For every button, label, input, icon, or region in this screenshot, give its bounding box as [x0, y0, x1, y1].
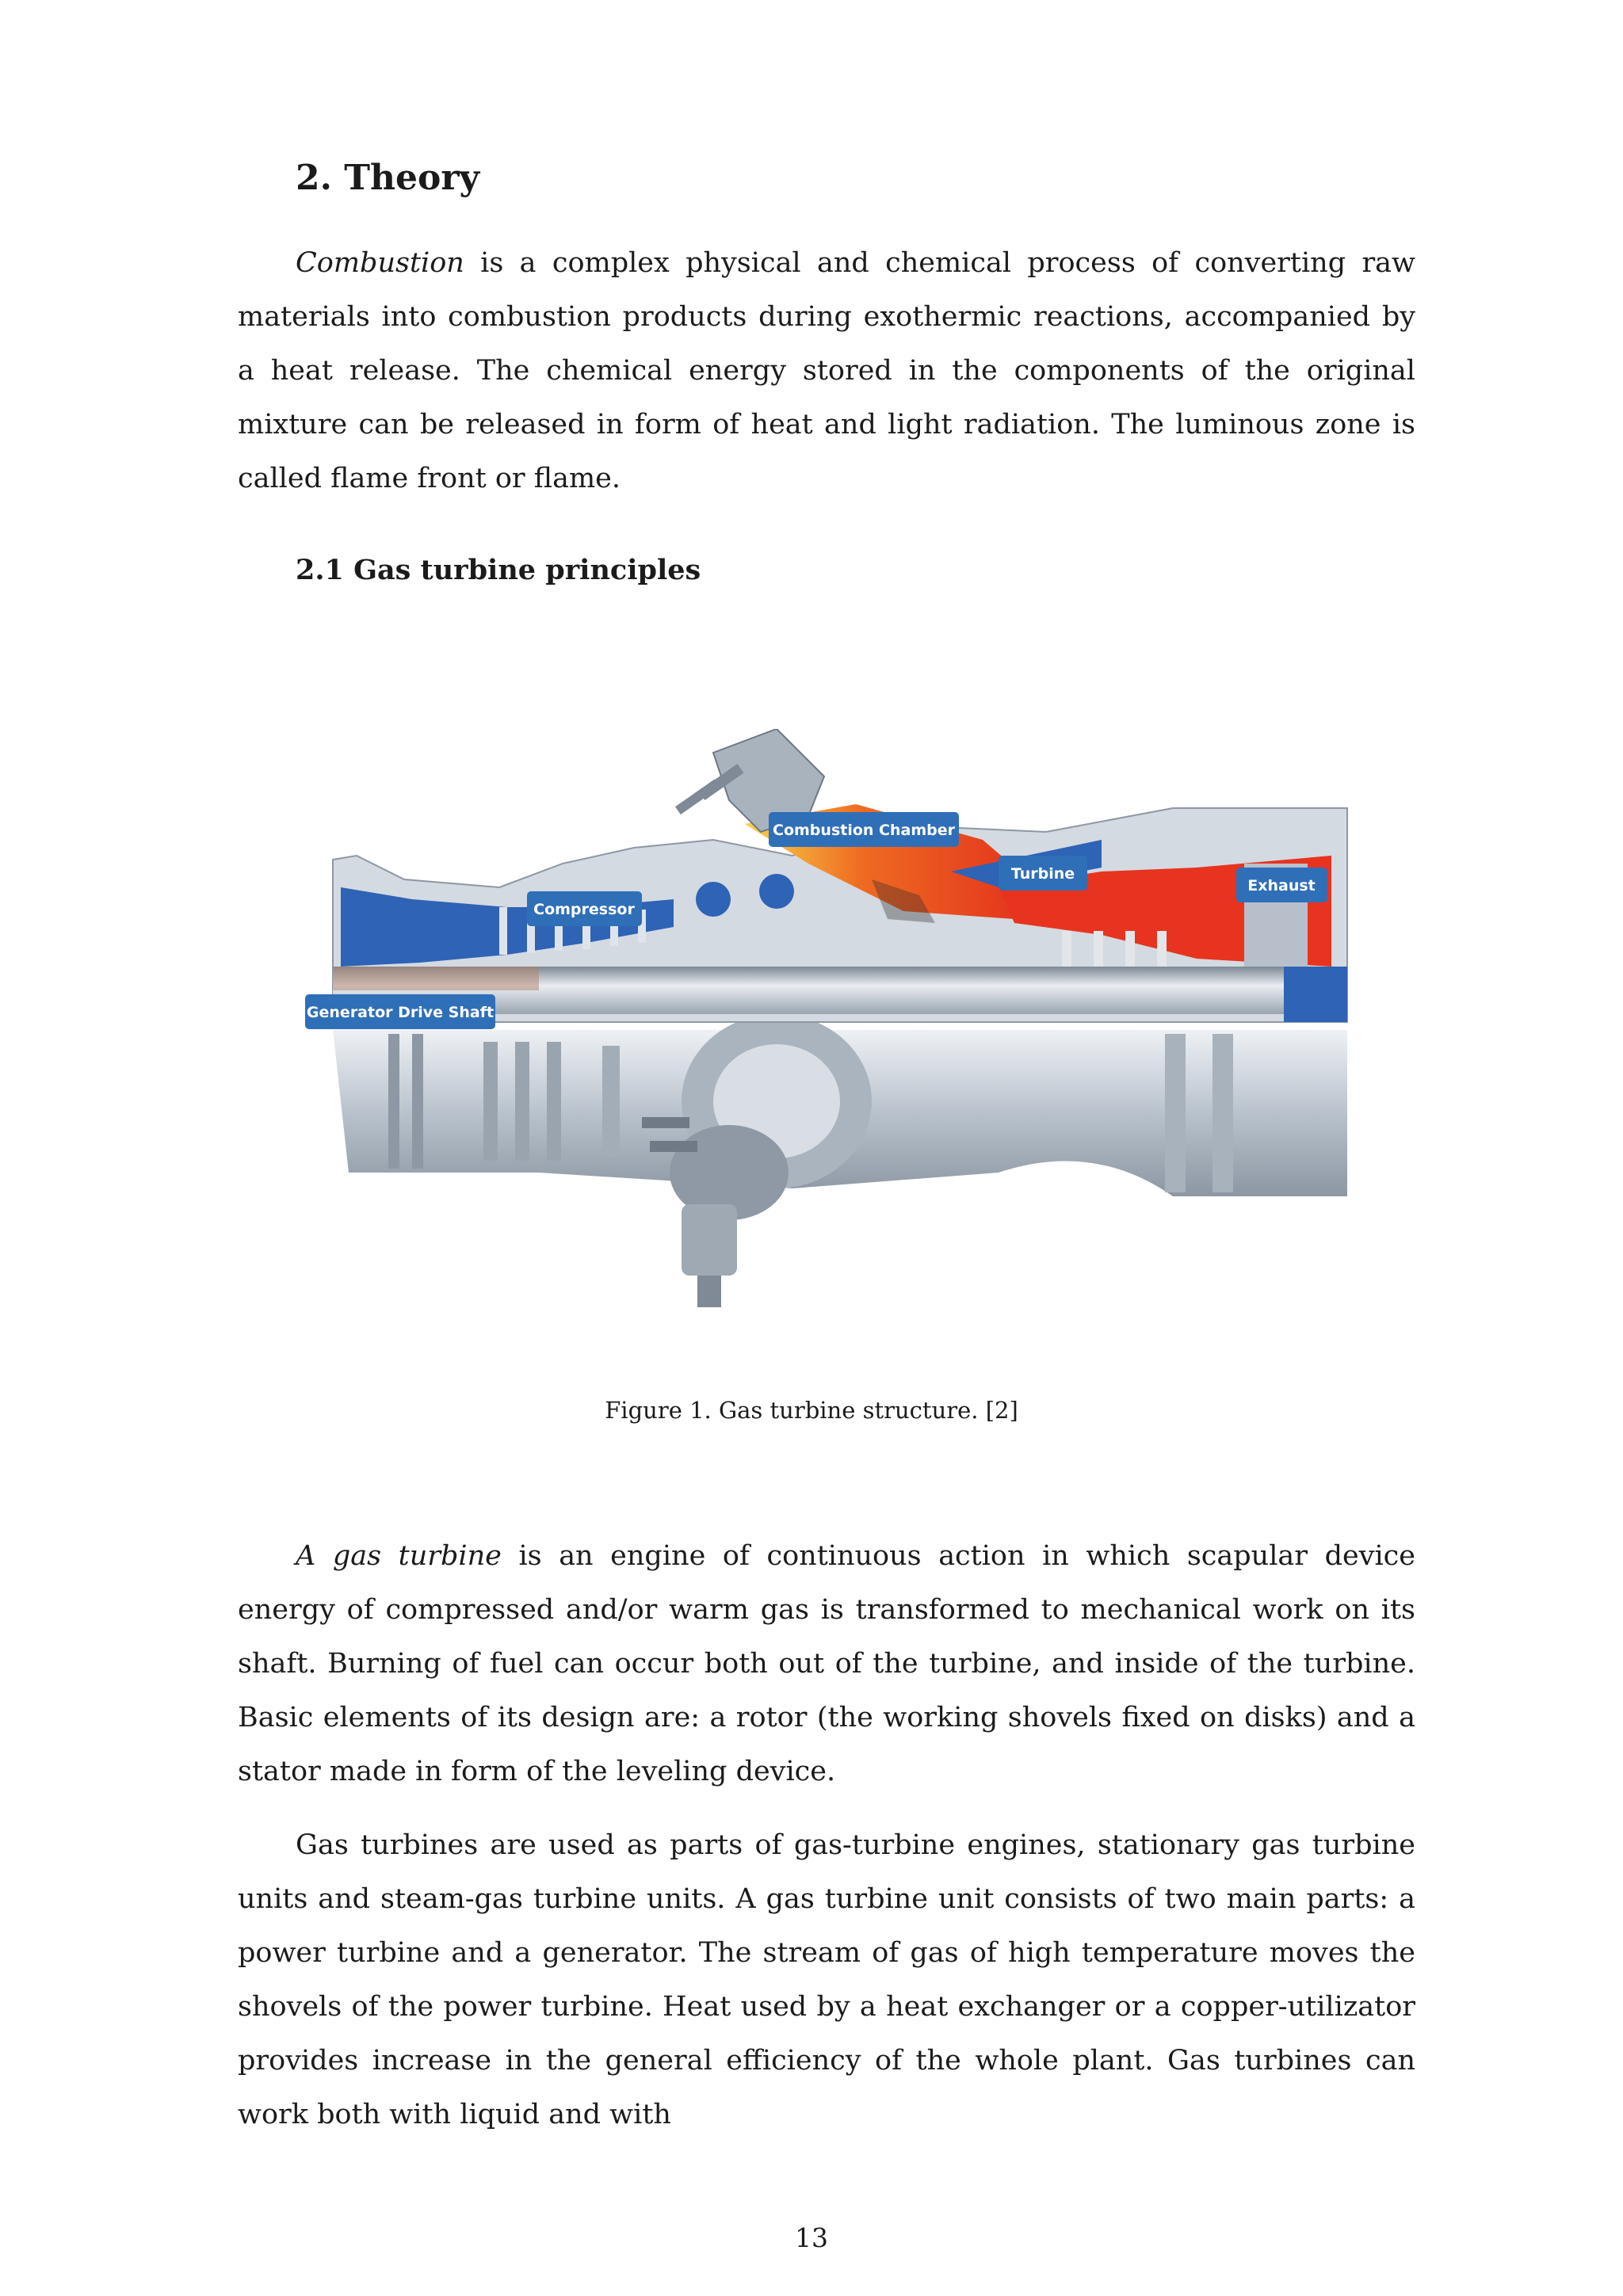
label-generator-drive-shaft	[305, 994, 495, 1029]
svg-text:Compressor: Compressor	[533, 901, 635, 918]
paragraph-combustion-text: is a complex physical and chemical process of converting raw materials into combustion products during exothermic reactions, accompanied by a heat release. The chemical energy stored in the components of the original mixture can be released in form of heat and light radiation. The luminous zone is called flame front or flame.	[238, 247, 1415, 494]
section-heading: 2. Theory	[296, 158, 480, 198]
paragraph-gas-turbine	[238, 1529, 1415, 1798]
label-turbine	[999, 856, 1087, 891]
subsection-heading: 2.1 Gas turbine principles	[296, 554, 701, 586]
svg-text:Turbine: Turbine	[1010, 865, 1075, 883]
label-compressor	[527, 891, 642, 926]
paragraph-gas-turbine-text: is an engine of continuous action in which scapular device energy of compressed and/or warm gas is transformed to mechanical work on its shaft. Burning of fuel can occur both out of the turbine, and inside of the turbine. Basic elements of its design are: a rotor (the working shovels fixed on disks) and a stator made in form of the leveling device.	[238, 1540, 1415, 1787]
term-gas-turbine: A gas turbine	[296, 1540, 502, 1572]
gas-turbine-illustration	[301, 729, 1355, 1315]
label-combustion-chamber	[769, 812, 959, 847]
paragraph-gas-turbine-uses	[238, 1818, 1415, 2142]
figure-caption: Figure 1. Gas turbine structure. [2]	[605, 1397, 1018, 1424]
label-exhaust	[1236, 868, 1327, 902]
page-number: 13	[795, 2222, 828, 2253]
term-combustion: Combustion	[296, 247, 464, 279]
svg-text:Combustion Chamber: Combustion Chamber	[773, 822, 955, 839]
svg-text:Generator Drive Shaft: Generator Drive Shaft	[306, 1004, 495, 1021]
paragraph-gas-turbine-uses-text: Gas turbines are used as parts of gas-turbine engines, stationary gas turbine units and steam-gas turbine units. A gas turbine unit consists of two main parts: a power turbine and a generator. The stream of gas of high temperature moves the shovels of the power turbine. Heat used by a heat exchanger or a copper-utilizator provides increase in the general efficiency of the whole plant. Gas turbines can work both with liquid and with	[238, 1829, 1415, 2130]
gas-turbine-figure	[301, 729, 1355, 1315]
paragraph-combustion	[238, 236, 1415, 505]
svg-text:Exhaust: Exhaust	[1247, 877, 1316, 894]
